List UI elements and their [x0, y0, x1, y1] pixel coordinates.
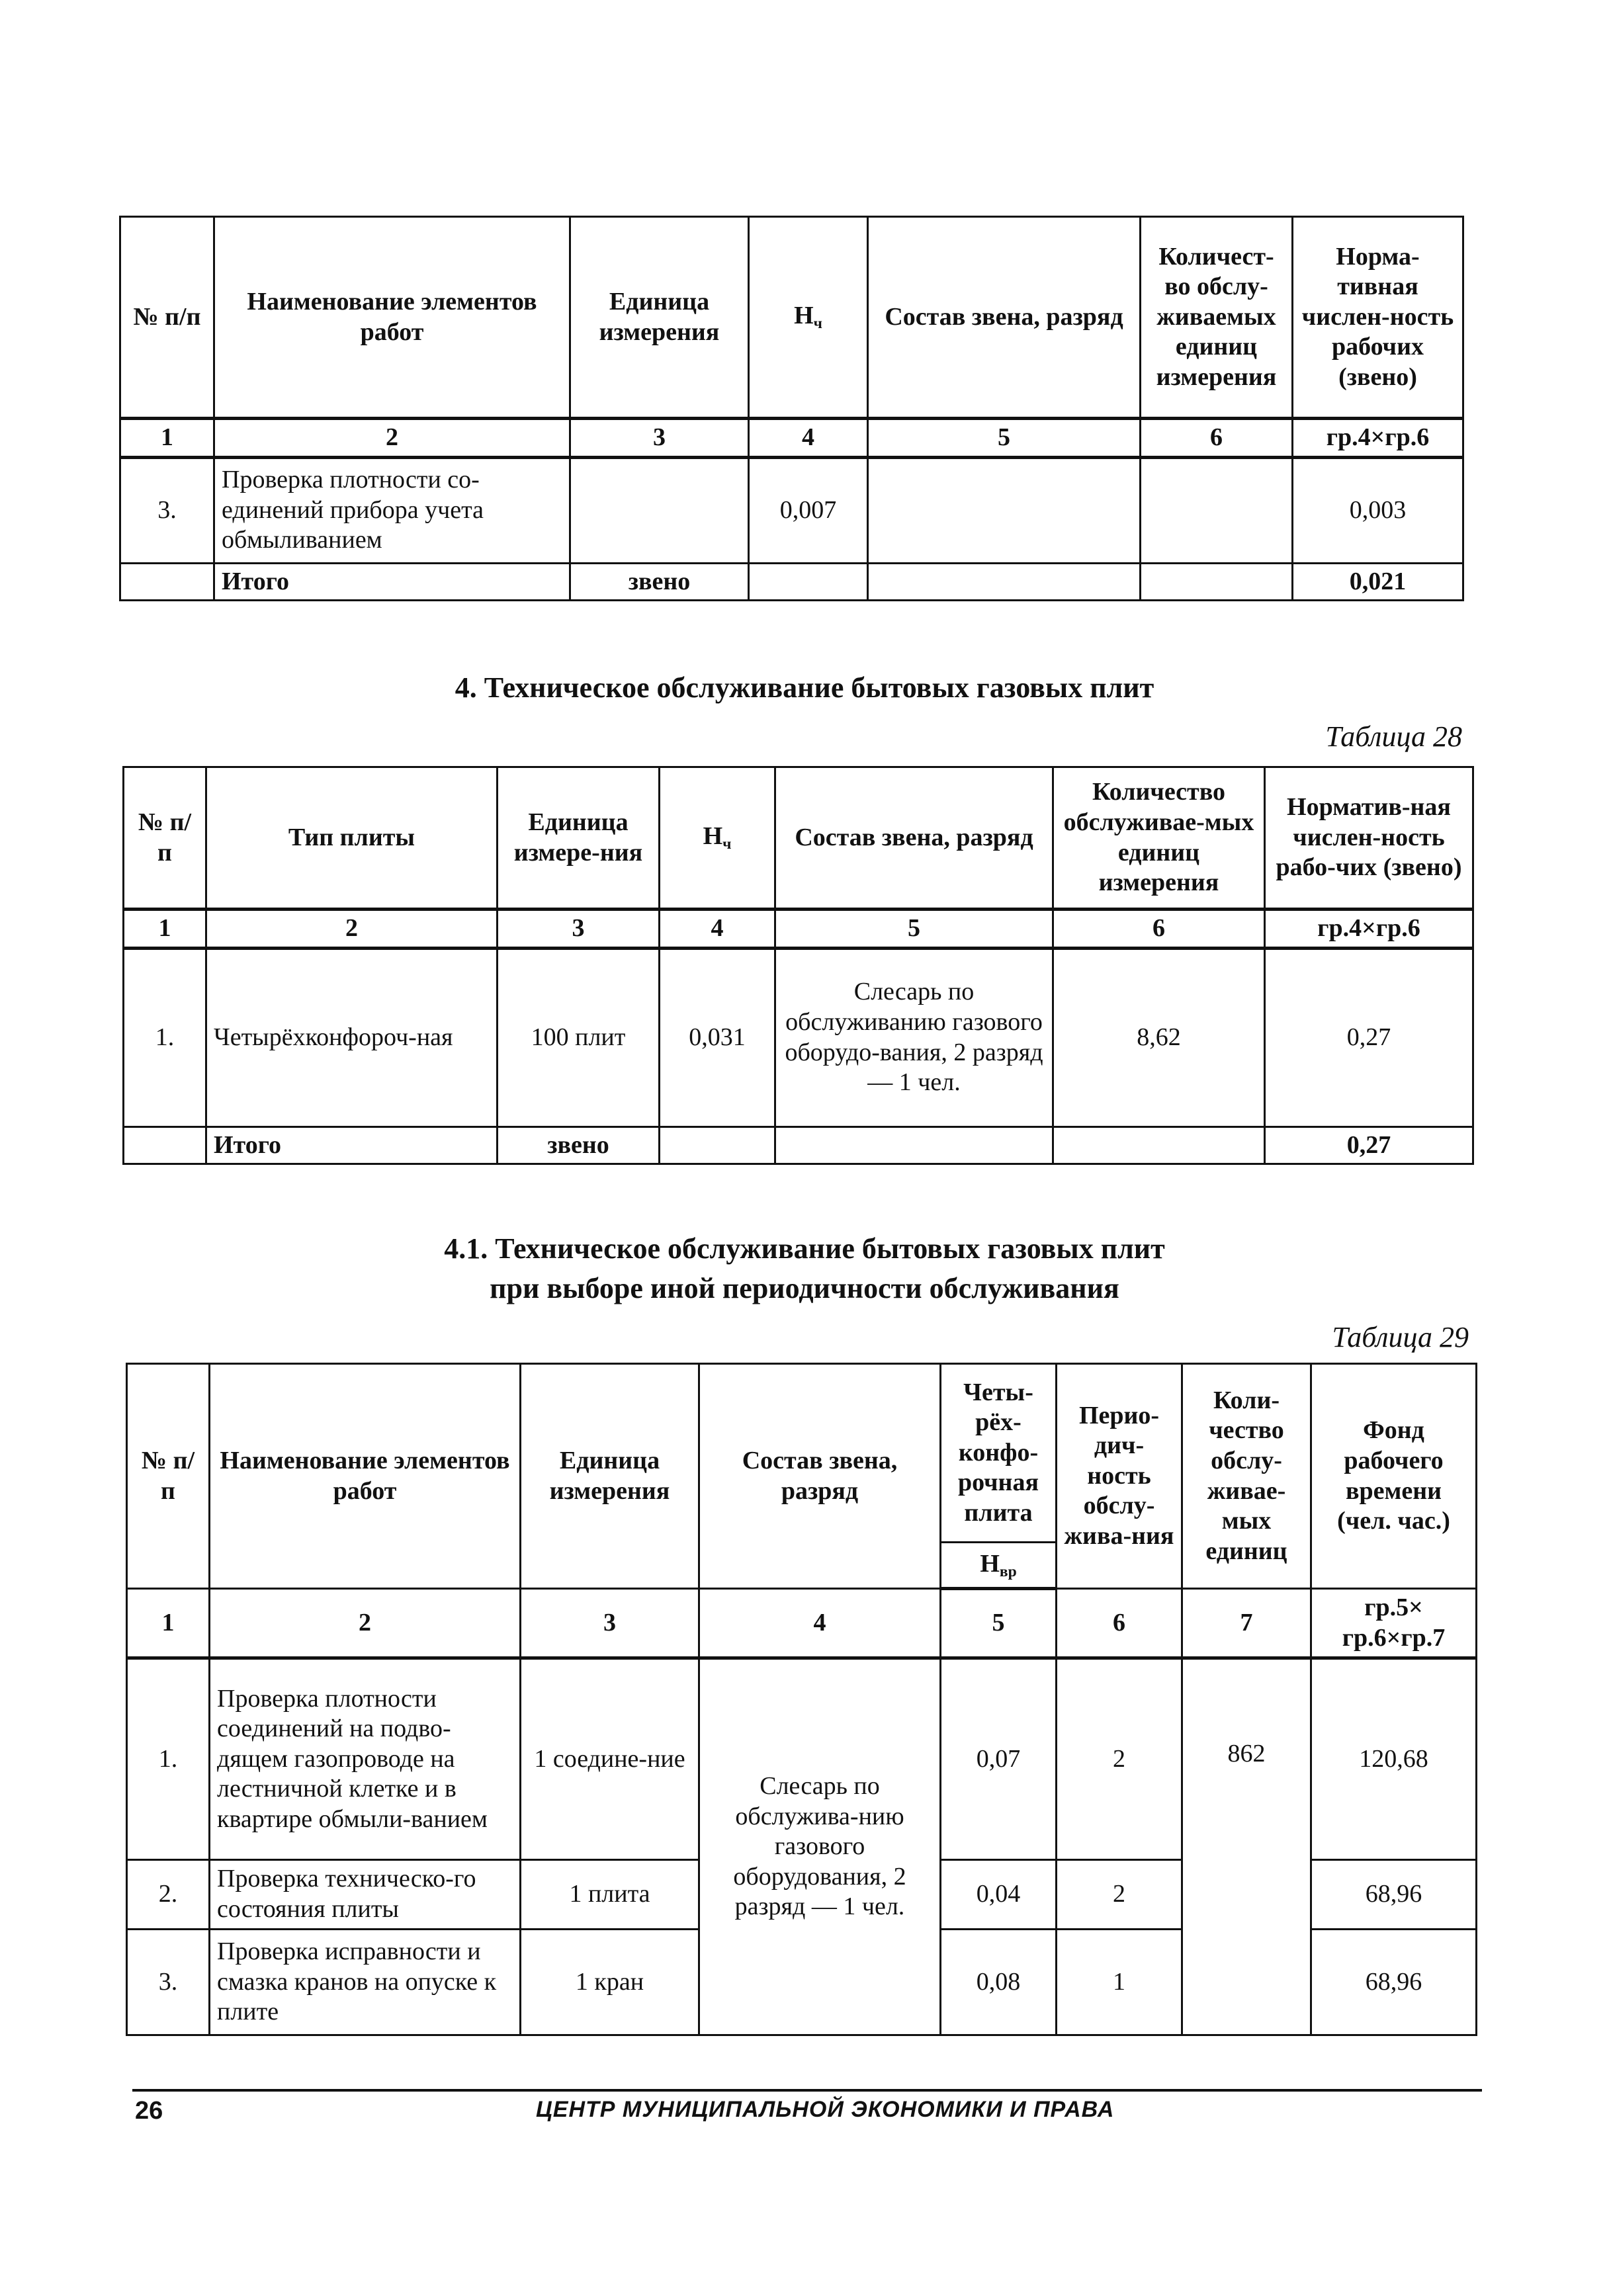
col-number: 7	[1182, 1589, 1311, 1658]
row-qty: 8,62	[1053, 948, 1265, 1127]
col-number: гр.5× гр.6×гр.7	[1311, 1589, 1477, 1658]
row-num: 3.	[127, 1930, 210, 2035]
header-norm: Норма-тивная числен-ность рабочих (звено)	[1293, 217, 1463, 419]
row-unit: 1 кран	[521, 1930, 699, 2035]
header-crew: Состав звена, разряд	[775, 767, 1053, 910]
row-nvr: 0,04	[941, 1860, 1057, 1930]
row-period: 2	[1057, 1658, 1182, 1860]
row-crew: Слесарь по обслужива-нию газового оборудования, 2 разряд — 1 чел.	[699, 1658, 941, 2035]
col-number: 1	[120, 419, 214, 458]
col-number: 6	[1053, 910, 1265, 949]
row-num: 1.	[127, 1658, 210, 1860]
table-28	[122, 766, 1474, 1165]
header-qty: Количест-во обслу-живаемых единиц измерения	[1141, 217, 1293, 419]
total-label: Итого	[206, 1127, 498, 1164]
col-number: 4	[699, 1589, 941, 1658]
row-num: 3.	[120, 457, 214, 563]
row-name: Проверка техническо-го состояния плиты	[210, 1860, 521, 1930]
header-stove: Четы-рёх-конфо-рочная плита	[941, 1364, 1057, 1543]
col-number: 2	[206, 910, 498, 949]
col-number: 5	[868, 419, 1141, 458]
total-norm: 0,27	[1265, 1127, 1473, 1164]
table-row	[124, 948, 1473, 1127]
row-nvr: 0,07	[941, 1658, 1057, 1860]
header-fund: Фонд рабочего времени (чел. час.)	[1311, 1364, 1477, 1589]
header-qty: Количество обслуживае-мых единиц измерения	[1053, 767, 1265, 910]
row-fund: 120,68	[1311, 1658, 1477, 1860]
col-number: 2	[214, 419, 570, 458]
row-name: Проверка плотности соединений на подво-дящем газопроводе на лестничной клетке и в квартире обмыли-ванием	[210, 1658, 521, 1860]
table-row	[127, 1658, 1477, 1860]
col-number: 6	[1057, 1589, 1182, 1658]
page-number: 26	[135, 2097, 163, 2125]
row-qty	[1141, 457, 1293, 563]
section41-heading-line1: 4.1. Техническое обслуживание бытовых газовых плит	[444, 1232, 1165, 1265]
total-label: Итого	[214, 563, 570, 601]
header-nvr: $Н_{вр}$	[941, 1543, 1057, 1589]
header-name: Наименование элементов работ	[214, 217, 570, 419]
total-norm: 0,021	[1293, 563, 1463, 601]
col-number: 3	[521, 1589, 699, 1658]
footer-divider	[132, 2089, 1482, 2092]
row-norm: 0,003	[1293, 457, 1463, 563]
publisher-name: ЦЕНТР МУНИЦИПАЛЬНОЙ ЭКОНОМИКИ И ПРАВА	[536, 2097, 1115, 2122]
section41-heading-line2: при выборе иной периодичности обслуживания	[490, 1272, 1119, 1304]
table-row	[120, 457, 1463, 563]
header-num: № п/п	[120, 217, 214, 419]
total-unit: звено	[498, 1127, 660, 1164]
row-nvr: 0,08	[941, 1930, 1057, 2035]
total-row	[120, 563, 1463, 601]
header-type: Тип плиты	[206, 767, 498, 910]
table29-caption: Таблица 29	[1332, 1321, 1469, 1353]
row-unit: 1 плита	[521, 1860, 699, 1930]
header-norm: Норматив-ная числен-ность рабо-чих (звено)	[1265, 767, 1473, 910]
row-fund: 68,96	[1311, 1930, 1477, 2035]
header-name: Наименование элементов работ	[210, 1364, 521, 1589]
col-number: 4	[660, 910, 775, 949]
row-num: 1.	[124, 948, 206, 1127]
col-number: 4	[749, 419, 868, 458]
row-period: 2	[1057, 1860, 1182, 1930]
header-unit: Единица измерения	[521, 1364, 699, 1589]
table28-caption: Таблица 28	[1325, 720, 1462, 753]
row-nch: 0,007	[749, 457, 868, 563]
header-crew: Состав звена, разряд	[868, 217, 1141, 419]
row-unit: 100 плит	[498, 948, 660, 1127]
row-name: Проверка исправности и смазка кранов на опуске к плите	[210, 1930, 521, 2035]
col-number: 3	[498, 910, 660, 949]
col-number: гр.4×гр.6	[1293, 419, 1463, 458]
table-29	[126, 1363, 1477, 2036]
total-row	[124, 1127, 1473, 1164]
col-number: гр.4×гр.6	[1265, 910, 1473, 949]
header-num: № п/п	[124, 767, 206, 910]
row-nch: 0,031	[660, 948, 775, 1127]
row-type: Четырёхконфороч-ная	[206, 948, 498, 1127]
total-unit: звено	[570, 563, 749, 601]
col-number: 1	[124, 910, 206, 949]
header-period: Перио-дич-ность обслу-жива-ния	[1057, 1364, 1182, 1589]
row-qty: 862	[1182, 1658, 1311, 2035]
header-crew: Состав звена, разряд	[699, 1364, 941, 1589]
header-nch: $Н_ч$	[749, 217, 868, 419]
header-qty: Коли-чество обслу-живае-мых единиц	[1182, 1364, 1311, 1589]
row-norm: 0,27	[1265, 948, 1473, 1127]
col-number: 5	[941, 1589, 1057, 1658]
row-unit	[570, 457, 749, 563]
table-top	[119, 216, 1464, 601]
header-unit: Единица измерения	[570, 217, 749, 419]
col-number: 6	[1141, 419, 1293, 458]
row-crew: Слесарь по обслуживанию газового оборудо-вания, 2 разряд — 1 чел.	[775, 948, 1053, 1127]
col-number: 1	[127, 1589, 210, 1658]
row-name: Проверка плотности со-единений прибора учета обмыливанием	[214, 457, 570, 563]
col-number: 3	[570, 419, 749, 458]
col-number: 5	[775, 910, 1053, 949]
row-fund: 68,96	[1311, 1860, 1477, 1930]
row-num: 2.	[127, 1860, 210, 1930]
header-num: № п/п	[127, 1364, 210, 1589]
section4-heading: 4. Техническое обслуживание бытовых газовых плит	[455, 671, 1154, 704]
row-period: 1	[1057, 1930, 1182, 2035]
row-unit: 1 соедине-ние	[521, 1658, 699, 1860]
header-nch: $Н_ч$	[660, 767, 775, 910]
row-crew	[868, 457, 1141, 563]
header-unit: Единица измере-ния	[498, 767, 660, 910]
col-number: 2	[210, 1589, 521, 1658]
